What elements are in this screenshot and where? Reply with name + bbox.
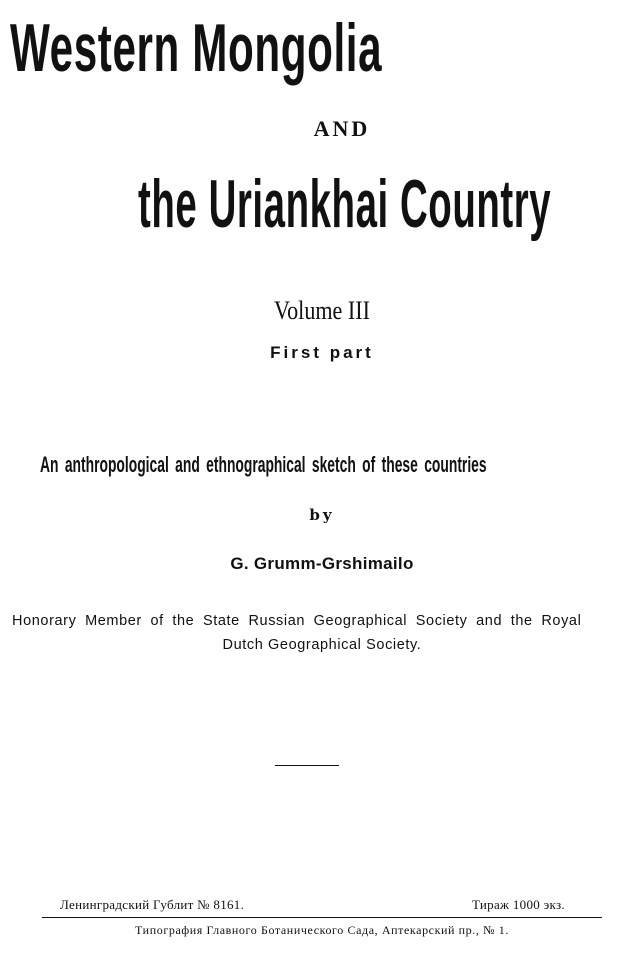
center-divider: [275, 765, 339, 766]
author-name: G. Grumm-Grshimailo: [230, 554, 414, 573]
print-run: Тираж 1000 экз.: [472, 897, 565, 912]
footer-divider: [42, 917, 602, 918]
censor-number: Ленинградский Гублит № 8161.: [60, 897, 245, 912]
title-line-1: Western Mongolia: [10, 10, 383, 86]
printer-line: Типография Главного Ботанического Сада, Аптекарский пр., № 1.: [135, 923, 509, 937]
volume-label: Volume III: [274, 296, 370, 325]
title-line-2: the Uriankhai Country: [138, 166, 552, 242]
by-label: by: [309, 506, 335, 524]
title-conjunction: AND: [313, 116, 371, 141]
author-affiliation-line-1: Honorary Member of the State Russian Geographical Society and the Royal: [12, 613, 582, 629]
author-affiliation-line-2: Dutch Geographical Society.: [222, 637, 422, 653]
subtitle: An anthropological and ethnographical sketch of these countries: [40, 452, 487, 477]
part-label: First part: [270, 343, 374, 362]
